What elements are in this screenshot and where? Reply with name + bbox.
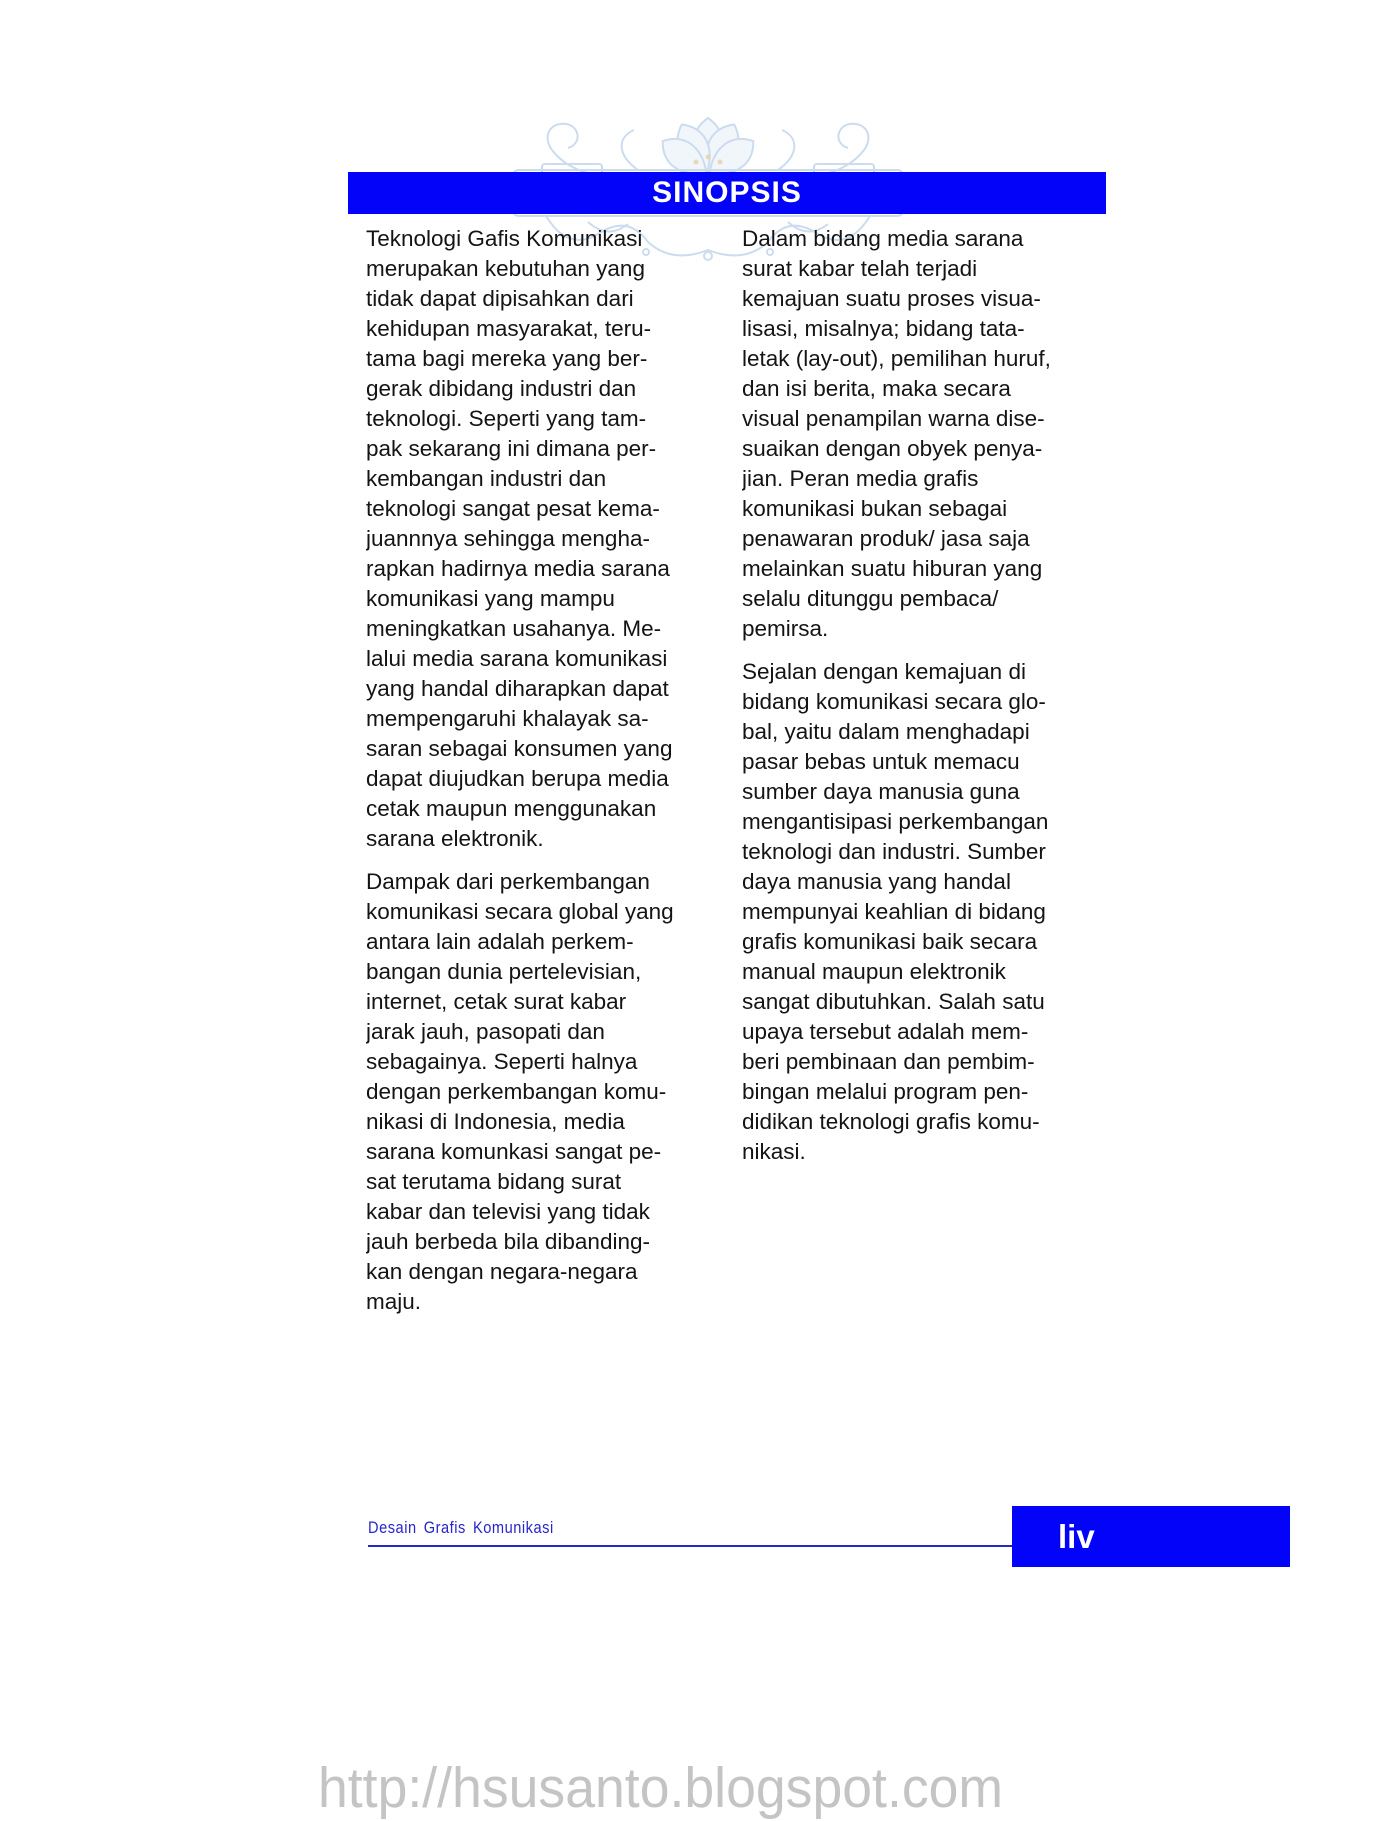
text-line: suaikan dengan obyek penya- xyxy=(742,436,1043,461)
text-line: jarak jauh, pasopati dan xyxy=(366,1019,605,1044)
text-line: bidang komunikasi secara glo- xyxy=(742,689,1046,714)
text-line: upaya tersebut adalah mem- xyxy=(742,1019,1029,1044)
text-line: pemirsa. xyxy=(742,616,829,641)
text-line: Dalam bidang media sarana xyxy=(742,226,1024,251)
text-line: komunikasi yang mampu xyxy=(366,586,615,611)
text-line: sangat dibutuhkan. Salah satu xyxy=(742,989,1045,1014)
text-line: lisasi, misalnya; bidang tata- xyxy=(742,316,1025,341)
footer-book-title: Desain Grafis Komunikasi xyxy=(368,1518,554,1537)
watermark-url: http://hsusanto.blogspot.com xyxy=(318,1756,1004,1820)
left-column xyxy=(366,224,716,1330)
text-line: dapat diujudkan berupa media xyxy=(366,766,669,791)
text-line: rapkan hadirnya media sarana xyxy=(366,556,670,581)
page-number: liv xyxy=(1058,1517,1095,1555)
paragraph xyxy=(742,657,1089,1167)
text-line: penawaran produk/ jasa saja xyxy=(742,526,1030,551)
text-line: mengantisipasi perkembangan xyxy=(742,809,1049,834)
text-line: lalui media sarana komunikasi xyxy=(366,646,668,671)
text-line: saran sebagai konsumen yang xyxy=(366,736,673,761)
text-line: nikasi. xyxy=(742,1139,806,1164)
text-line: kabar dan televisi yang tidak xyxy=(366,1199,650,1224)
text-line: antara lain adalah perkem- xyxy=(366,929,634,954)
text-line: bangan dunia pertelevisian, xyxy=(366,959,642,984)
right-column xyxy=(742,224,1089,1330)
text-line: Teknologi Gafis Komunikasi xyxy=(366,226,643,251)
text-line: bingan melalui program pen- xyxy=(742,1079,1029,1104)
text-line: maju. xyxy=(366,1289,422,1314)
text-line: yang handal diharapkan dapat xyxy=(366,676,669,701)
text-line: didikan teknologi grafis komu- xyxy=(742,1109,1040,1134)
text-line: nikasi di Indonesia, media xyxy=(366,1109,625,1134)
text-line: dan isi berita, maka secara xyxy=(742,376,1011,401)
text-line: selalu ditunggu pembaca/ xyxy=(742,586,999,611)
text-line: meningkatkan usahanya. Me- xyxy=(366,616,662,641)
text-line: komunikasi secara global yang xyxy=(366,899,674,924)
text-line: jauh berbeda bila dibanding- xyxy=(366,1229,650,1254)
text-line: merupakan kebutuhan yang xyxy=(366,256,645,281)
text-line: letak (lay-out), pemilihan huruf, xyxy=(742,346,1051,371)
text-line: sat terutama bidang surat xyxy=(366,1169,622,1194)
text-line: teknologi sangat pesat kema- xyxy=(366,496,660,521)
body-text xyxy=(366,224,1089,1330)
text-line: kemajuan suatu proses visua- xyxy=(742,286,1041,311)
footer-rule xyxy=(368,1545,1012,1547)
page-number-badge xyxy=(1012,1506,1290,1567)
text-line: teknologi dan industri. Sumber xyxy=(742,839,1046,864)
text-line: internet, cetak surat kabar xyxy=(366,989,627,1014)
text-line: gerak dibidang industri dan xyxy=(366,376,637,401)
text-line: tama bagi mereka yang ber- xyxy=(366,346,648,371)
text-line: manual maupun elektronik xyxy=(742,959,1006,984)
text-line: kan dengan negara-negara xyxy=(366,1259,638,1284)
text-line: bal, yaitu dalam menghadapi xyxy=(742,719,1030,744)
text-line: pak sekarang ini dimana per- xyxy=(366,436,657,461)
text-line: kehidupan masyarakat, teru- xyxy=(366,316,652,341)
text-line: dengan perkembangan komu- xyxy=(366,1079,667,1104)
text-line: jian. Peran media grafis xyxy=(742,466,979,491)
text-line: grafis komunikasi baik secara xyxy=(742,929,1038,954)
text-line: mempengaruhi khalayak sa- xyxy=(366,706,649,731)
text-line: sarana elektronik. xyxy=(366,826,544,851)
text-line: daya manusia yang handal xyxy=(742,869,1011,894)
text-line: pasar bebas untuk memacu xyxy=(742,749,1020,774)
text-line: melainkan suatu hiburan yang xyxy=(742,556,1043,581)
text-line: cetak maupun menggunakan xyxy=(366,796,657,821)
text-line: Sejalan dengan kemajuan di xyxy=(742,659,1026,684)
text-line: beri pembinaan dan pembim- xyxy=(742,1049,1035,1074)
text-line: sumber daya manusia guna xyxy=(742,779,1020,804)
text-line: surat kabar telah terjadi xyxy=(742,256,978,281)
text-line: sebagainya. Seperti halnya xyxy=(366,1049,638,1074)
text-line: sarana komunkasi sangat pe- xyxy=(366,1139,662,1164)
text-line: mempunyai keahlian di bidang xyxy=(742,899,1046,924)
section-header-bar xyxy=(348,172,1106,214)
paragraph xyxy=(742,224,1089,644)
text-line: teknologi. Seperti yang tam- xyxy=(366,406,647,431)
text-line: juannnya sehingga mengha- xyxy=(366,526,650,551)
text-line: tidak dapat dipisahkan dari xyxy=(366,286,634,311)
section-title: SINOPSIS xyxy=(652,176,802,209)
text-line: visual penampilan warna dise- xyxy=(742,406,1045,431)
paragraph xyxy=(366,867,716,1317)
paragraph xyxy=(366,224,716,854)
text-line: komunikasi bukan sebagai xyxy=(742,496,1008,521)
text-line: Dampak dari perkembangan xyxy=(366,869,650,894)
text-line: kembangan industri dan xyxy=(366,466,607,491)
